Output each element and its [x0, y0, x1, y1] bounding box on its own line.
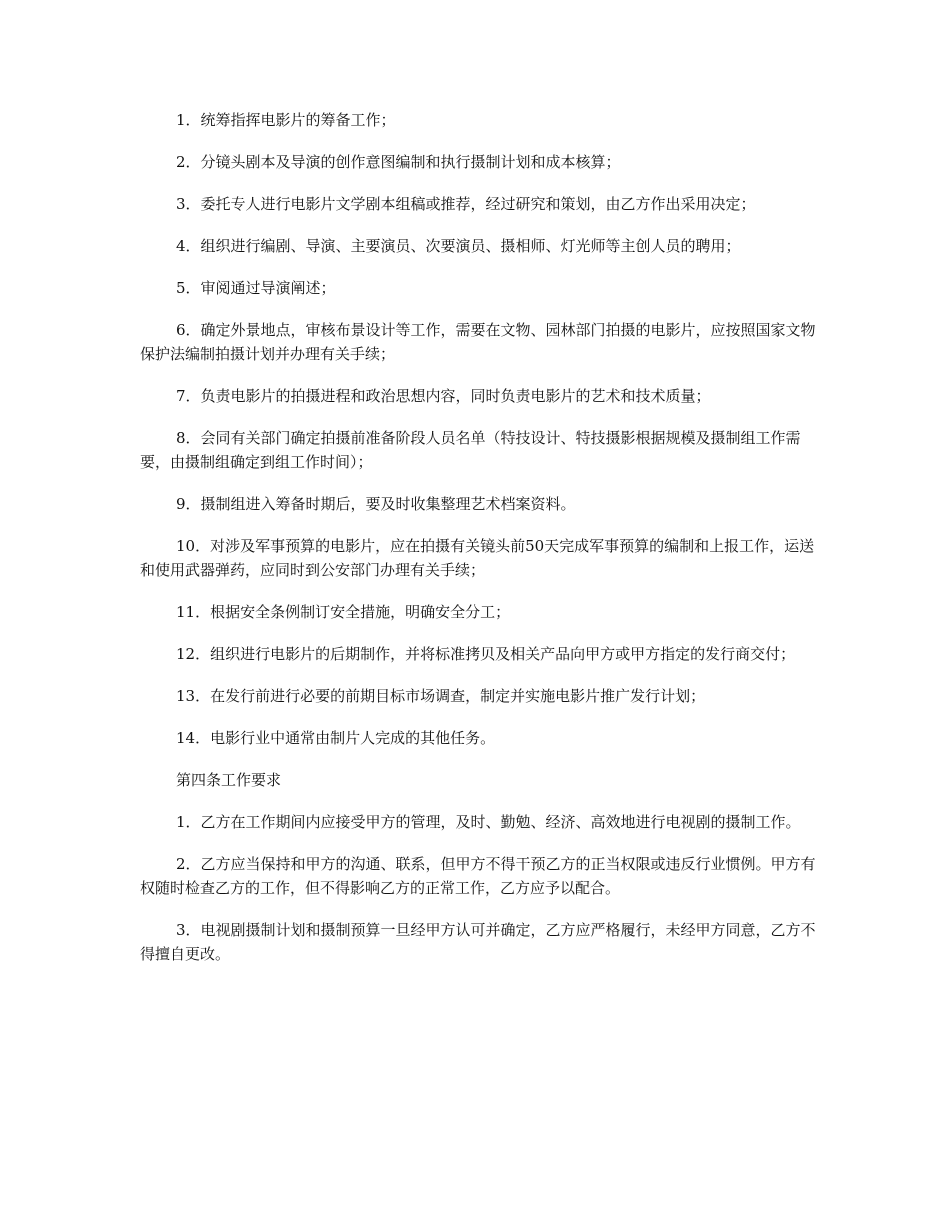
document-body: [140, 108, 820, 984]
requirement-item-1: 1．乙方在工作期间内应接受甲方的管理，及时、勤勉、经济、高效地进行电视剧的摄制工作。: [176, 813, 801, 831]
task-item-9: 9．摄制组进入筹备时期后，要及时收集整理艺术档案资料。: [176, 495, 576, 513]
task-item-5: 5．审阅通过导演阐述；: [176, 279, 336, 297]
requirement-item-2: 2．乙方应当保持和甲方的沟通、联系，但甲方不得干预乙方的正当权限或违反行业惯例。甲方有权随时检查乙方的工作，但不得影响乙方的正常工作，乙方应予以配合。: [140, 855, 816, 897]
task-item-7: 7．负责电影片的拍摄进程和政治思想内容，同时负责电影片的艺术和技术质量；: [176, 387, 711, 405]
task-item-10: 10．对涉及军事预算的电影片，应在拍摄有关镜头前50天完成军事预算的编制和上报工作，运送和使用武器弹药，应同时到公安部门办理有关手续；: [140, 537, 815, 579]
task-item-2: 2．分镜头剧本及导演的创作意图编制和执行摄制计划和成本核算；: [176, 153, 621, 171]
task-item-3: 3．委托专人进行电影片文学剧本组稿或推荐，经过研究和策划，由乙方作出采用决定；: [176, 195, 756, 213]
task-item-8: 8．会同有关部门确定拍摄前准备阶段人员名单（特技设计、特技摄影根据规模及摄制组工作需要，由摄制组确定到组工作时间）；: [140, 429, 801, 471]
requirement-item-3: 3．电视剧摄制计划和摄制预算一旦经甲方认可并确定，乙方应严格履行，未经甲方同意，乙方不得擅自更改。: [140, 921, 816, 963]
task-item-11: 11．根据安全条例制订安全措施，明确安全分工；: [176, 603, 511, 621]
task-item-6: 6．确定外景地点，审核布景设计等工作，需要在文物、园林部门拍摄的电影片，应按照国家文物保护法编制拍摄计划并办理有关手续；: [140, 321, 816, 363]
task-item-14: 14．电影行业中通常由制片人完成的其他任务。: [176, 729, 496, 747]
task-item-1: 1．统筹指挥电影片的筹备工作；: [176, 111, 396, 129]
task-item-12: 12．组织进行电影片的后期制作，并将标准拷贝及相关产品向甲方或甲方指定的发行商交付；: [176, 645, 796, 663]
task-item-4: 4．组织进行编剧、导演、主要演员、次要演员、摄相师、灯光师等主创人员的聘用；: [176, 237, 741, 255]
task-item-13: 13．在发行前进行必要的前期目标市场调查，制定并实施电影片推广发行计划；: [176, 687, 706, 705]
section-heading: 第四条工作要求: [176, 771, 282, 789]
